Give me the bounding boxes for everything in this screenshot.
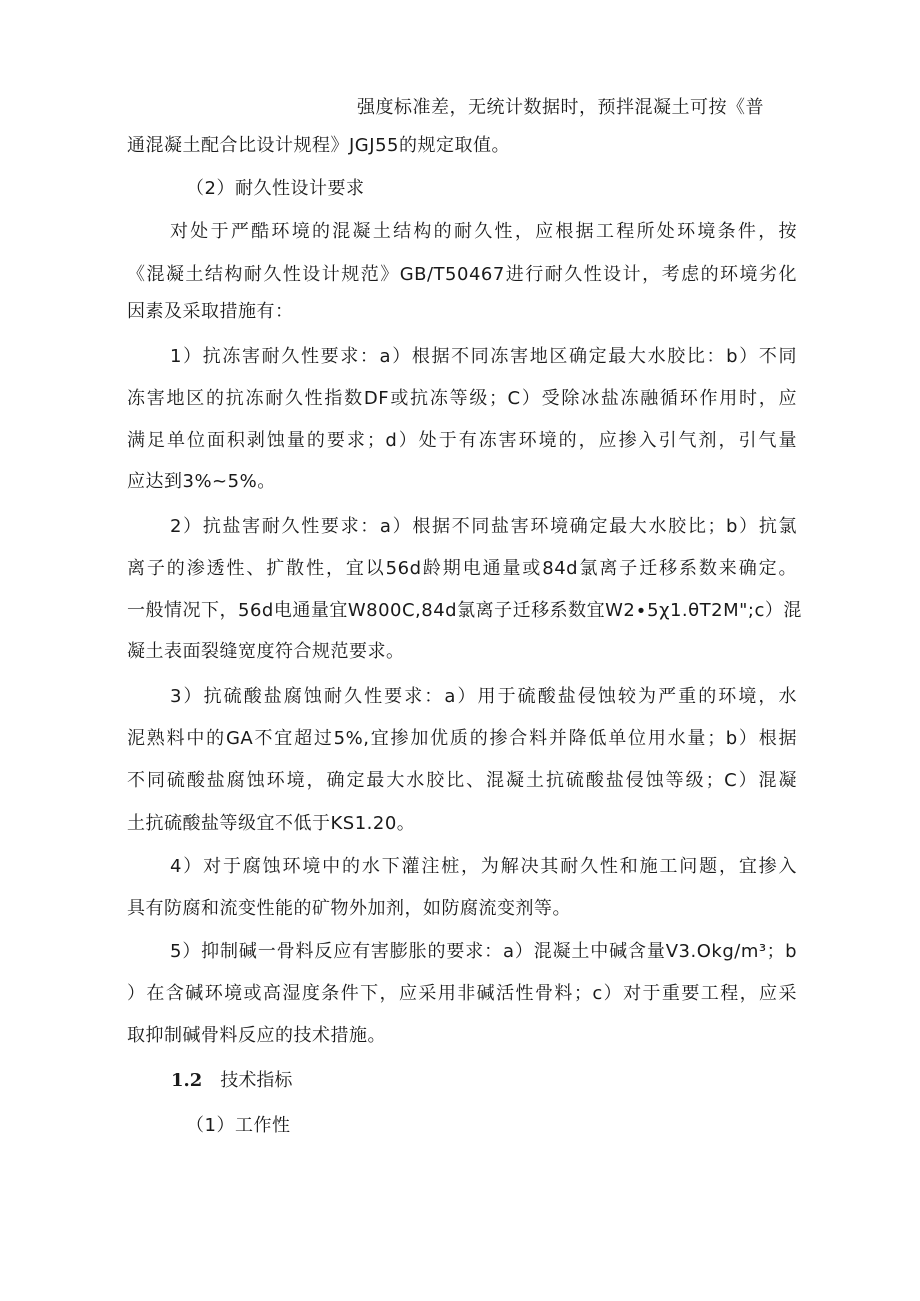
text-line: 5）抑制碱一骨料反应有害膨胀的要求：a）混凝土中碱含量V3.Okg∕m³；b	[170, 941, 797, 962]
text-line: 1）抗冻害耐久性要求：a）根据不同冻害地区确定最大水胶比：b）不同	[170, 346, 797, 367]
text-line: 3）抗硫酸盐腐蚀耐久性要求：a）用于硫酸盐侵蚀较为严重的环境，水	[170, 686, 797, 707]
text-line: 取抑制碱骨料反应的技术措施。	[127, 1025, 386, 1046]
text-line: 对处于严酷环境的混凝土结构的耐久性，应根据工程所处环境条件，按	[170, 221, 797, 242]
text-line: 冻害地区的抗冻耐久性指数DF或抗冻等级；C）受除冰盐冻融循环作用时，应	[127, 388, 797, 409]
text-line: ）在含碱环境或高湿度条件下，应采用非碱活性骨料；c）对于重要工程，应采	[127, 983, 797, 1004]
text-line: 4）对于腐蚀环境中的水下灌注桩，为解决其耐久性和施工问题，宜掺入	[170, 856, 797, 877]
text-line: 一般情况下，56d电通量宜W800C,84d氯离子迁移系数宜W2∙5χ1.θT2M";c）混	[127, 600, 802, 621]
subheading: （2）耐久性设计要求	[186, 178, 365, 199]
text-line: 具有防腐和流变性能的矿物外加剂，如防腐流变剂等。	[127, 898, 571, 919]
text-line: 2）抗盐害耐久性要求：a）根据不同盐害环境确定最大水胶比；b）抗氯	[170, 516, 797, 537]
section-number: 1.2	[171, 1070, 203, 1091]
text-line: 凝土表面裂缝宽度符合规范要求。	[127, 641, 405, 662]
section-title: 技术指标	[220, 1070, 293, 1091]
text-line: 土抗硫酸盐等级宜不低于KS1.20。	[127, 813, 416, 834]
text-line: 不同硫酸盐腐蚀环境，确定最大水胶比、混凝土抗硫酸盐侵蚀等级；C）混凝	[127, 770, 797, 791]
text-line: 离子的渗透性、扩散性，宜以56d龄期电通量或84d氯离子迁移系数来确定。	[127, 558, 797, 579]
section-heading	[171, 1069, 292, 1093]
text-line: 通混凝土配合比设计规程》JGJ55的规定取值。	[127, 135, 510, 156]
text-line: 泥熟料中的GA不宜超过5%,宜掺加优质的掺合料并降低单位用水量；b）根据	[127, 728, 797, 749]
text-line: 因素及采取措施有：	[127, 301, 294, 322]
text-line: 强度标准差，无统计数据时，预拌混凝土可按《普	[357, 97, 764, 118]
text-line: 满足单位面积剥蚀量的要求；d）处于有冻害环境的，应掺入引气剂，引气量	[127, 430, 797, 451]
subheading: （1）工作性	[186, 1115, 291, 1136]
text-line: 应达到3%~5%。	[127, 471, 276, 492]
text-line: 《混凝土结构耐久性设计规范》GB/T50467进行耐久性设计，考虑的环境劣化	[127, 264, 797, 285]
